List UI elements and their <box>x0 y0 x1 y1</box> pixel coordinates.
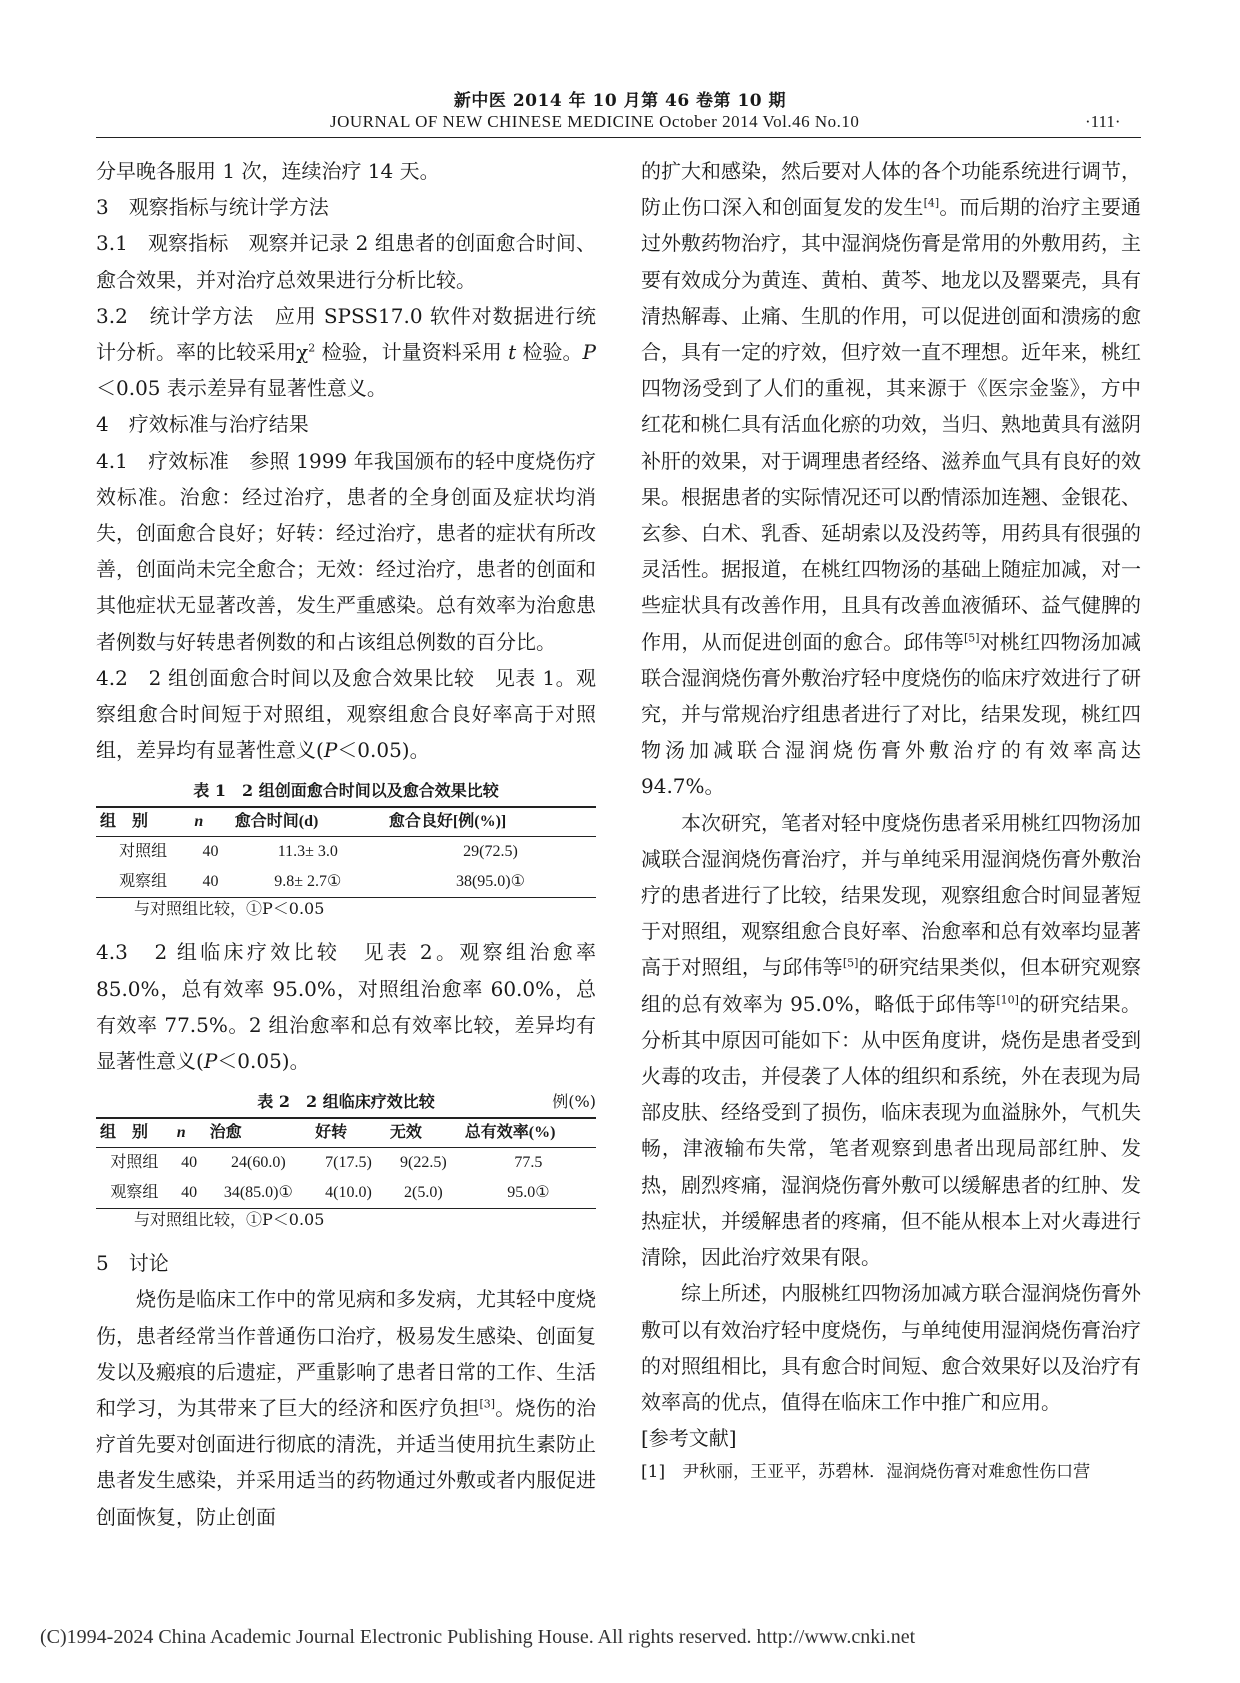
section-heading-4: 4 疗效标准与治疗结果 <box>96 412 309 437</box>
paragraph: 分早晚各服用 1 次，连续治疗 14 天。 <box>96 159 440 183</box>
table1-header: 组 别 <box>96 807 190 837</box>
section-heading-5: 5 讨论 <box>96 1251 169 1276</box>
table2-note: 与对照组比较，①P＜0.05 <box>134 1210 325 1230</box>
paragraph-conclusion: 综上所述，内服桃红四物汤加减方联合湿润烧伤膏外敷可以有效治疗轻中度烧伤，与单纯使用湿润烧伤膏治疗的对照组相比，具有愈合时间短、愈合效果好以及治疗有效率高的优点，值得在临床工作中推广和应用。 <box>641 1281 1141 1414</box>
table1 <box>96 806 596 898</box>
left-column <box>96 153 596 1535</box>
copyright-footer: (C)1994-2024 China Academic Journal Electronic Publishing House. All rights reserved. http://www.cnki.net <box>40 1626 916 1648</box>
paragraph-4-2: 4.2 2 组创面愈合时间以及愈合效果比较 见表 1。观察组愈合时间短于对照组，观察组愈合良好率高于对照组，差异均有显著性意义(P＜0.05)。 <box>96 665 596 763</box>
references-heading: [参考文献] <box>641 1426 737 1451</box>
paragraph-4-1: 4.1 疗效标准 参照 1999 年我国颁布的轻中度烧伤疗效标准。治愈：经过治疗，患者的全身创面及症状均消失，创面愈合良好；好转：经过治疗，患者的症状有所改善，创面尚未完全愈合；无效：经过治疗，患者的创面和其他症状无显著改善，发生严重感染。总有效率为治愈患者例数与好转患者例数的和占该组总例数的百分比。 <box>96 448 596 654</box>
table1-header: 愈合良好[例(%)] <box>385 807 596 837</box>
paragraph-4-3: 4.3 2 组临床疗效比较 见表 2。观察组治愈率 85.0%，总有效率 95.0%，对照组治愈率 60.0%，总有效率 77.5%。2 组治愈率和总有效率比较，差异均有显著性意义(P＜0.05)。 <box>96 940 596 1074</box>
header-rule <box>96 137 1141 138</box>
table2-title: 表 2 2 组临床疗效比较 例(%) <box>257 1092 596 1112</box>
table1-header: 愈合时间(d) <box>231 807 385 837</box>
paragraph: 的扩大和感染，然后要对人体的各个功能系统进行调节，防止伤口深入和创面复发的发生[4]。而后期的治疗主要通过外敷药物治疗，其中湿润烧伤膏是常用的外敷用药，主要有效成分为黄连、黄柏、黄芩、地龙以及罂粟壳，具有清热解毒、止痛、生肌的作用，可以促进创面和溃疡的愈合，具有一定的疗效，但疗效一直不理想。近年来，桃红四物汤受到了人们的重视，其来源于《医宗金鉴》，方中红花和桃仁具有活血化瘀的功效，当归、熟地黄具有滋阴补肝的效果，对于调理患者经络、滋养血气具有良好的效果。根据患者的实际情况还可以酌情添加连翘、金银花、玄参、白术、乳香、延胡索以及没药等，用药具有很强的灵活性。据报道，在桃红四物汤的基础上随症加减，对一些症状具有改善作用，且具有改善血液循环、益气健脾的作用，从而促进创面的愈合。邱伟等[5]对桃红四物汤加减联合湿润烧伤膏外敷治疗轻中度烧伤的临床疗效进行了研究，并与常规治疗组患者进行了对比，结果发现，桃红四物汤加减联合湿润烧伤膏外敷治疗的有效率高达 94.7%。 <box>641 159 1142 799</box>
table1-title: 表 1 2 组创面愈合时间以及愈合效果比较 <box>193 781 499 801</box>
table2: 组 别 n 治愈 好转 无效 总有效率(%) 对照组 40 24(60.0) 7(17.5) 9(22.5) 77.5 观察组 40 34(85.0)① 4(10.0) 2(5.0) 95.0① <box>96 1117 596 1209</box>
right-column <box>641 153 1141 1488</box>
table2-unit: 例(%) <box>552 1092 596 1112</box>
paragraph: 本次研究，笔者对轻中度烧伤患者采用桃红四物汤加减联合湿润烧伤膏治疗，并与单纯采用湿润烧伤膏外敷治疗的患者进行了比较，结果发现，观察组愈合时间显著短于对照组，观察组愈合良好率、治愈率和总有效率均显著高于对照组，与邱伟等[5]的研究结果类似，但本研究观察组的总有效率为 95.0%，略低于邱伟等[10]的研究结果。分析其中原因可能如下：从中医角度讲，烧伤是患者受到火毒的攻击，并侵袭了人体的组织和系统，外在表现为局部皮肤、经络受到了损伤，临床表现为血溢脉外，气机失畅，津液输布失常，笔者观察到患者出现局部红肿、发热，剧烈疼痛，湿润烧伤膏外敷可以缓解患者的红肿、发热症状，并缓解患者的疼痛，但不能从根本上对火毒进行清除，因此治疗效果有限。 <box>641 810 1142 1270</box>
table-row: 对照组 40 11.3± 3.0 29(72.5) <box>119 843 518 861</box>
page-number: ·111· <box>1085 112 1121 131</box>
paragraph-3-1: 3.1 观察指标 观察并记录 2 组患者的创面愈合时间、愈合效果，并对治疗总效果进行分析比较。 <box>96 231 596 292</box>
table1-note: 与对照组比较，①P＜0.05 <box>134 899 325 919</box>
table-row: 对照组 40 24(60.0) 7(17.5) 9(22.5) 77.5 <box>110 1154 543 1172</box>
section-heading-3: 3 观察指标与统计学方法 <box>96 195 329 220</box>
table1-header: n <box>190 807 230 837</box>
table-row: 观察组 40 34(85.0)① 4(10.0) 2(5.0) 95.0① <box>96 1178 596 1209</box>
table-row: 观察组 40 9.8± 2.7① 38(95.0)① <box>96 867 596 898</box>
journal-header-cn: 新中医 2014 年 10 月第 46 卷第 10 期 <box>453 91 787 111</box>
journal-header-en: JOURNAL OF NEW CHINESE MEDICINE October 2014 Vol.46 No.10 <box>330 112 860 131</box>
reference-item: [1] 尹秋丽，王亚平，苏碧林．湿润烧伤膏对难愈性伤口营 <box>641 1462 1091 1483</box>
paragraph-3-2: 3.2 统计学方法 应用 SPSS17.0 软件对数据进行统计分析。率的比较采用$\chi^2$ 检验，计量资料采用 t 检验。P＜0.05 表示差异有显著性意义。 <box>96 303 596 401</box>
paragraph-discussion: 烧伤是临床工作中的常见病和多发病，尤其轻中度烧伤，患者经常当作普通伤口治疗，极易发生感染、创面复发以及瘢痕的后遗症，严重影响了患者日常的工作、生活和学习，为其带来了巨大的经济和医疗负担[3]。烧伤的治疗首先要对创面进行彻底的清洗，并适当使用抗生素防止患者发生感染，并采用适当的药物通过外敷或者内服促进创面恢复，防止创面 <box>96 1287 597 1529</box>
